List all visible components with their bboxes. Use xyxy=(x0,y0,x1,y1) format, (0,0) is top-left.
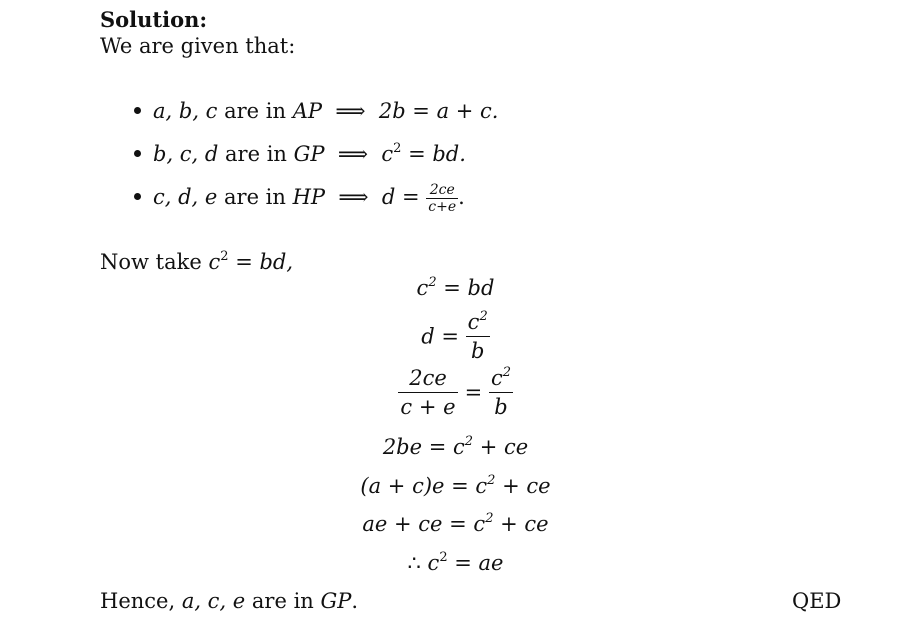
bullet-dot xyxy=(134,107,141,114)
intro-text: We are given that: xyxy=(100,34,296,58)
step-6: ae + ce = $c^2$ + ce xyxy=(362,511,549,536)
solution-heading: Solution: xyxy=(100,7,208,32)
bullet-hp: c, d, e are in HP ⟹ d = $\frac{2ce}{c+e}$ . xyxy=(134,183,465,214)
therefore-icon: ∴ xyxy=(407,551,421,575)
fraction-c2-over-b: $\frac{c^2}{b}$ xyxy=(467,309,488,363)
step-4: $2be = c^2$ + ce xyxy=(382,434,529,459)
now-take-line: Now take $c^2$ = bd, xyxy=(100,249,294,274)
qed-label: QED xyxy=(792,589,842,613)
bullet-gp: b, c, d are in GP ⟹ $c^2$ = bd. xyxy=(134,144,466,165)
step-7: ∴ $c^2$ = ae xyxy=(407,550,504,575)
implies-icon: ⟹ xyxy=(337,142,368,166)
fraction-2ce-over-c-plus-e: $\frac{2ce}{c+e}$ xyxy=(428,182,457,215)
fraction-c2-over-b: $\frac{c^2}{b}$ xyxy=(490,365,512,419)
bullet-ap: a, b, c are in AP ⟹ 2b = a + c. xyxy=(134,101,498,122)
step-2: d = $\frac{c^2}{b}$ xyxy=(421,309,488,363)
bullet-dot xyxy=(134,193,141,200)
conclusion-line: Hence, a, c, e are in GP. xyxy=(100,589,359,613)
fraction-2ce-over-c-plus-e: $\frac{2ce}{c + e}$ xyxy=(398,368,458,418)
step-3: $\frac{2ce}{c + e}$ = $\frac{c^2}{b}$ xyxy=(0,368,911,418)
step-5: $(a + c)e = c^2$ + ce xyxy=(360,473,551,498)
step-1: $c^2$ = bd xyxy=(416,275,495,300)
implies-icon: ⟹ xyxy=(338,185,369,209)
bullet-dot xyxy=(134,150,141,157)
implies-icon: ⟹ xyxy=(335,99,366,123)
